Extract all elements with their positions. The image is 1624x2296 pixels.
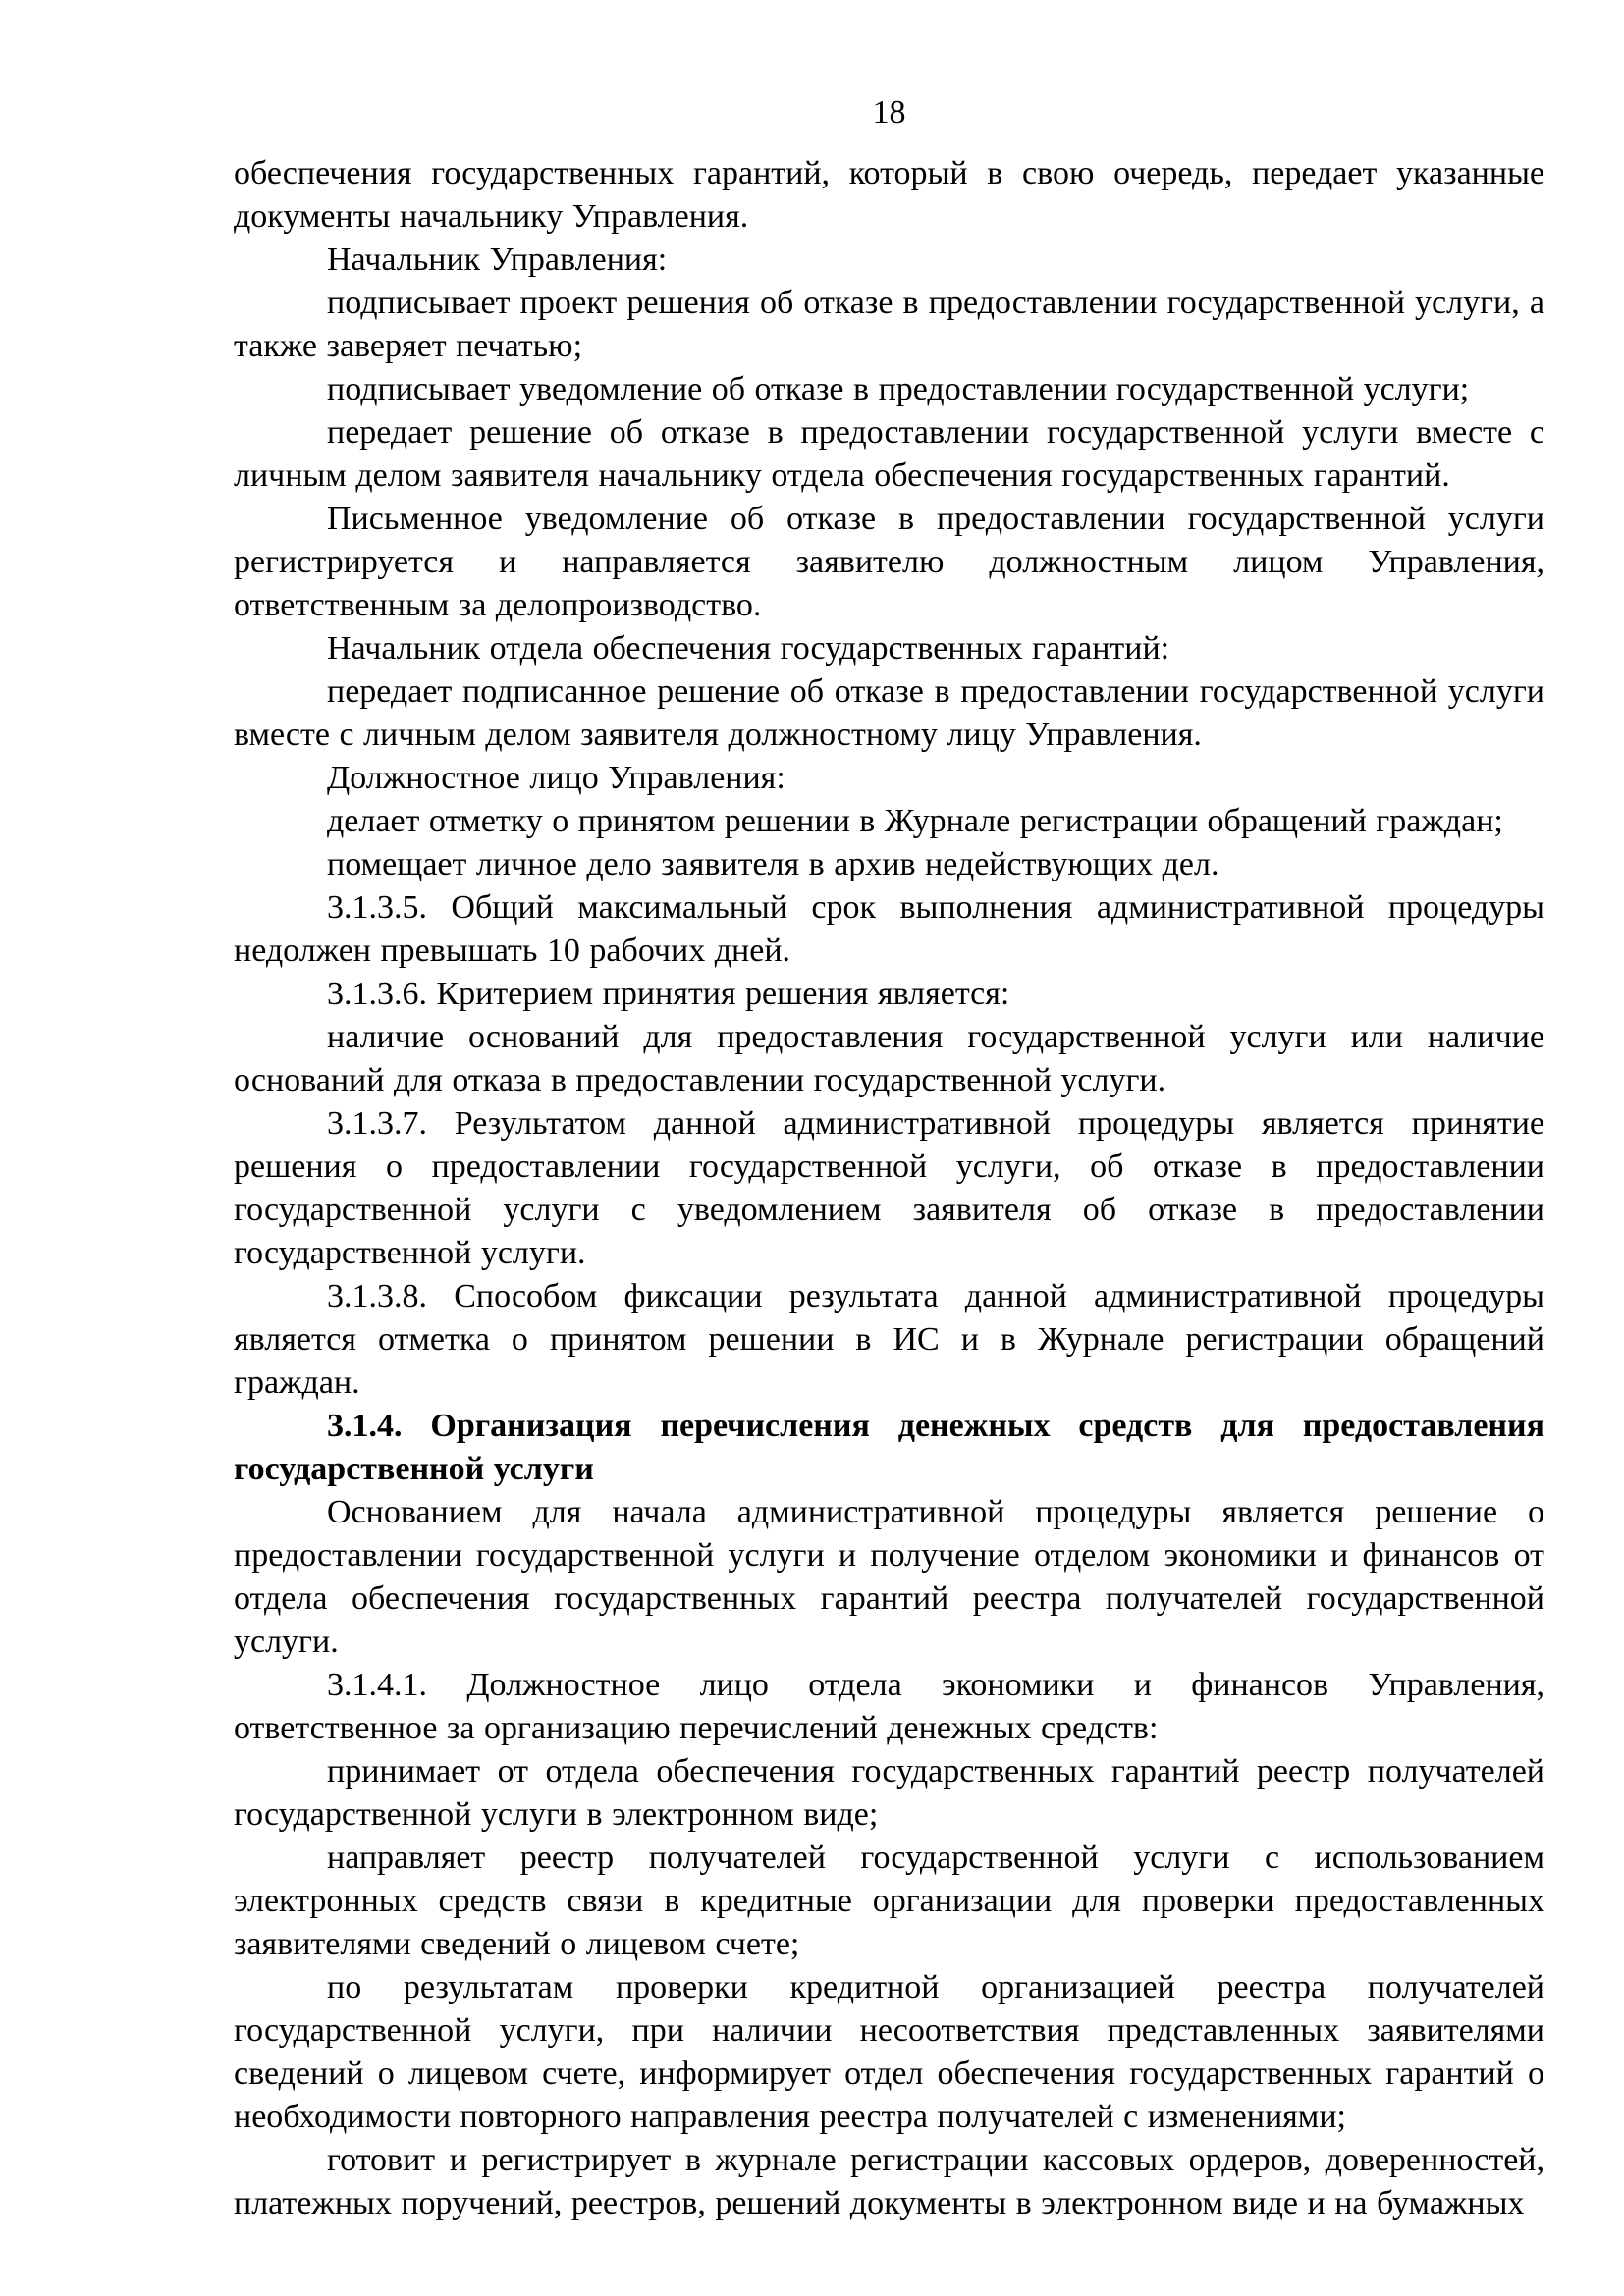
page-number: 18	[872, 94, 906, 131]
paragraph: Начальник отдела обеспечения государственных гарантий:	[327, 630, 1170, 667]
paragraph-3-1-3-8: 3.1.3.8. Способом фиксации результата данной административной процедуры является отметка о принятом решении в ИС и в Журнале регистрации обращений граждан.	[234, 1278, 1544, 1401]
paragraph: Основанием для начала административной процедуры является решение о предоставлении государственной услуги и получение отделом экономики и финансов от отдела обеспечения государственных гарантий реестра получателей государственной услуги.	[234, 1494, 1544, 1660]
paragraph: передает решение об отказе в предоставлении государственной услуги вместе с личным делом заявителя начальнику отдела обеспечения государственных гарантий.	[234, 414, 1544, 494]
paragraph: подписывает уведомление об отказе в предоставлении государственной услуги;	[327, 371, 1470, 407]
document-body	[234, 152, 1544, 2225]
paragraph-3-1-3-7: 3.1.3.7. Результатом данной административной процедуры является принятие решения о предоставлении государственной услуги, об отказе в предоставлении государственной услуги с уведомлением заявителя об отказе в предоставлении государственной услуги.	[234, 1105, 1544, 1271]
paragraph-continuation: обеспечения государственных гарантий, который в свою очередь, передает указанные документы начальнику Управления.	[234, 155, 1544, 235]
paragraph: направляет реестр получателей государственной услуги с использованием электронных средств связи в кредитные организации для проверки предоставленных заявителями сведений о лицевом счете;	[234, 1840, 1544, 1962]
paragraph: делает отметку о принятом решении в Журнале регистрации обращений граждан;	[327, 803, 1503, 839]
section-heading-3-1-4: 3.1.4. Организация перечисления денежных средств для предоставления государственной услуги	[234, 1408, 1544, 1487]
paragraph: передает подписанное решение об отказе в предоставлении государственной услуги вместе с личным делом заявителя должностному лицу Управления.	[234, 673, 1544, 753]
paragraph: готовит и регистрирует в журнале регистрации кассовых ордеров, доверенностей, платежных поручений, реестров, решений документы в электронном виде и на бумажных	[234, 2142, 1544, 2221]
paragraph-3-1-4-1: 3.1.4.1. Должностное лицо отдела экономики и финансов Управления, ответственное за организацию перечислений денежных средств:	[234, 1667, 1544, 1746]
paragraph: наличие оснований для предоставления государственной услуги или наличие оснований для отказа в предоставлении государственной услуги.	[234, 1019, 1544, 1098]
paragraph: Письменное уведомление об отказе в предоставлении государственной услуги регистрируется и направляется заявителю должностным лицом Управления, ответственным за делопроизводство.	[234, 501, 1544, 623]
paragraph: помещает личное дело заявителя в архив недействующих дел.	[327, 846, 1219, 882]
paragraph: Должностное лицо Управления:	[327, 760, 785, 796]
paragraph: принимает от отдела обеспечения государственных гарантий реестр получателей государственной услуги в электронном виде;	[234, 1753, 1544, 1833]
paragraph-3-1-3-5: 3.1.3.5. Общий максимальный срок выполнения административной процедуры недолжен превышать 10 рабочих дней.	[234, 889, 1544, 969]
paragraph: по результатам проверки кредитной организацией реестра получателей государственной услуги, при наличии несоответствия представленных заявителями сведений о лицевом счете, информирует отдел обеспечения государственных гарантий о необходимости повторного направления реестра получателей с изменениями;	[234, 1969, 1544, 2135]
paragraph: подписывает проект решения об отказе в предоставлении государственной услуги, а также заверяет печатью;	[234, 285, 1544, 364]
paragraph-3-1-3-6: 3.1.3.6. Критерием принятия решения является:	[327, 976, 1010, 1012]
paragraph: Начальник Управления:	[327, 241, 668, 278]
